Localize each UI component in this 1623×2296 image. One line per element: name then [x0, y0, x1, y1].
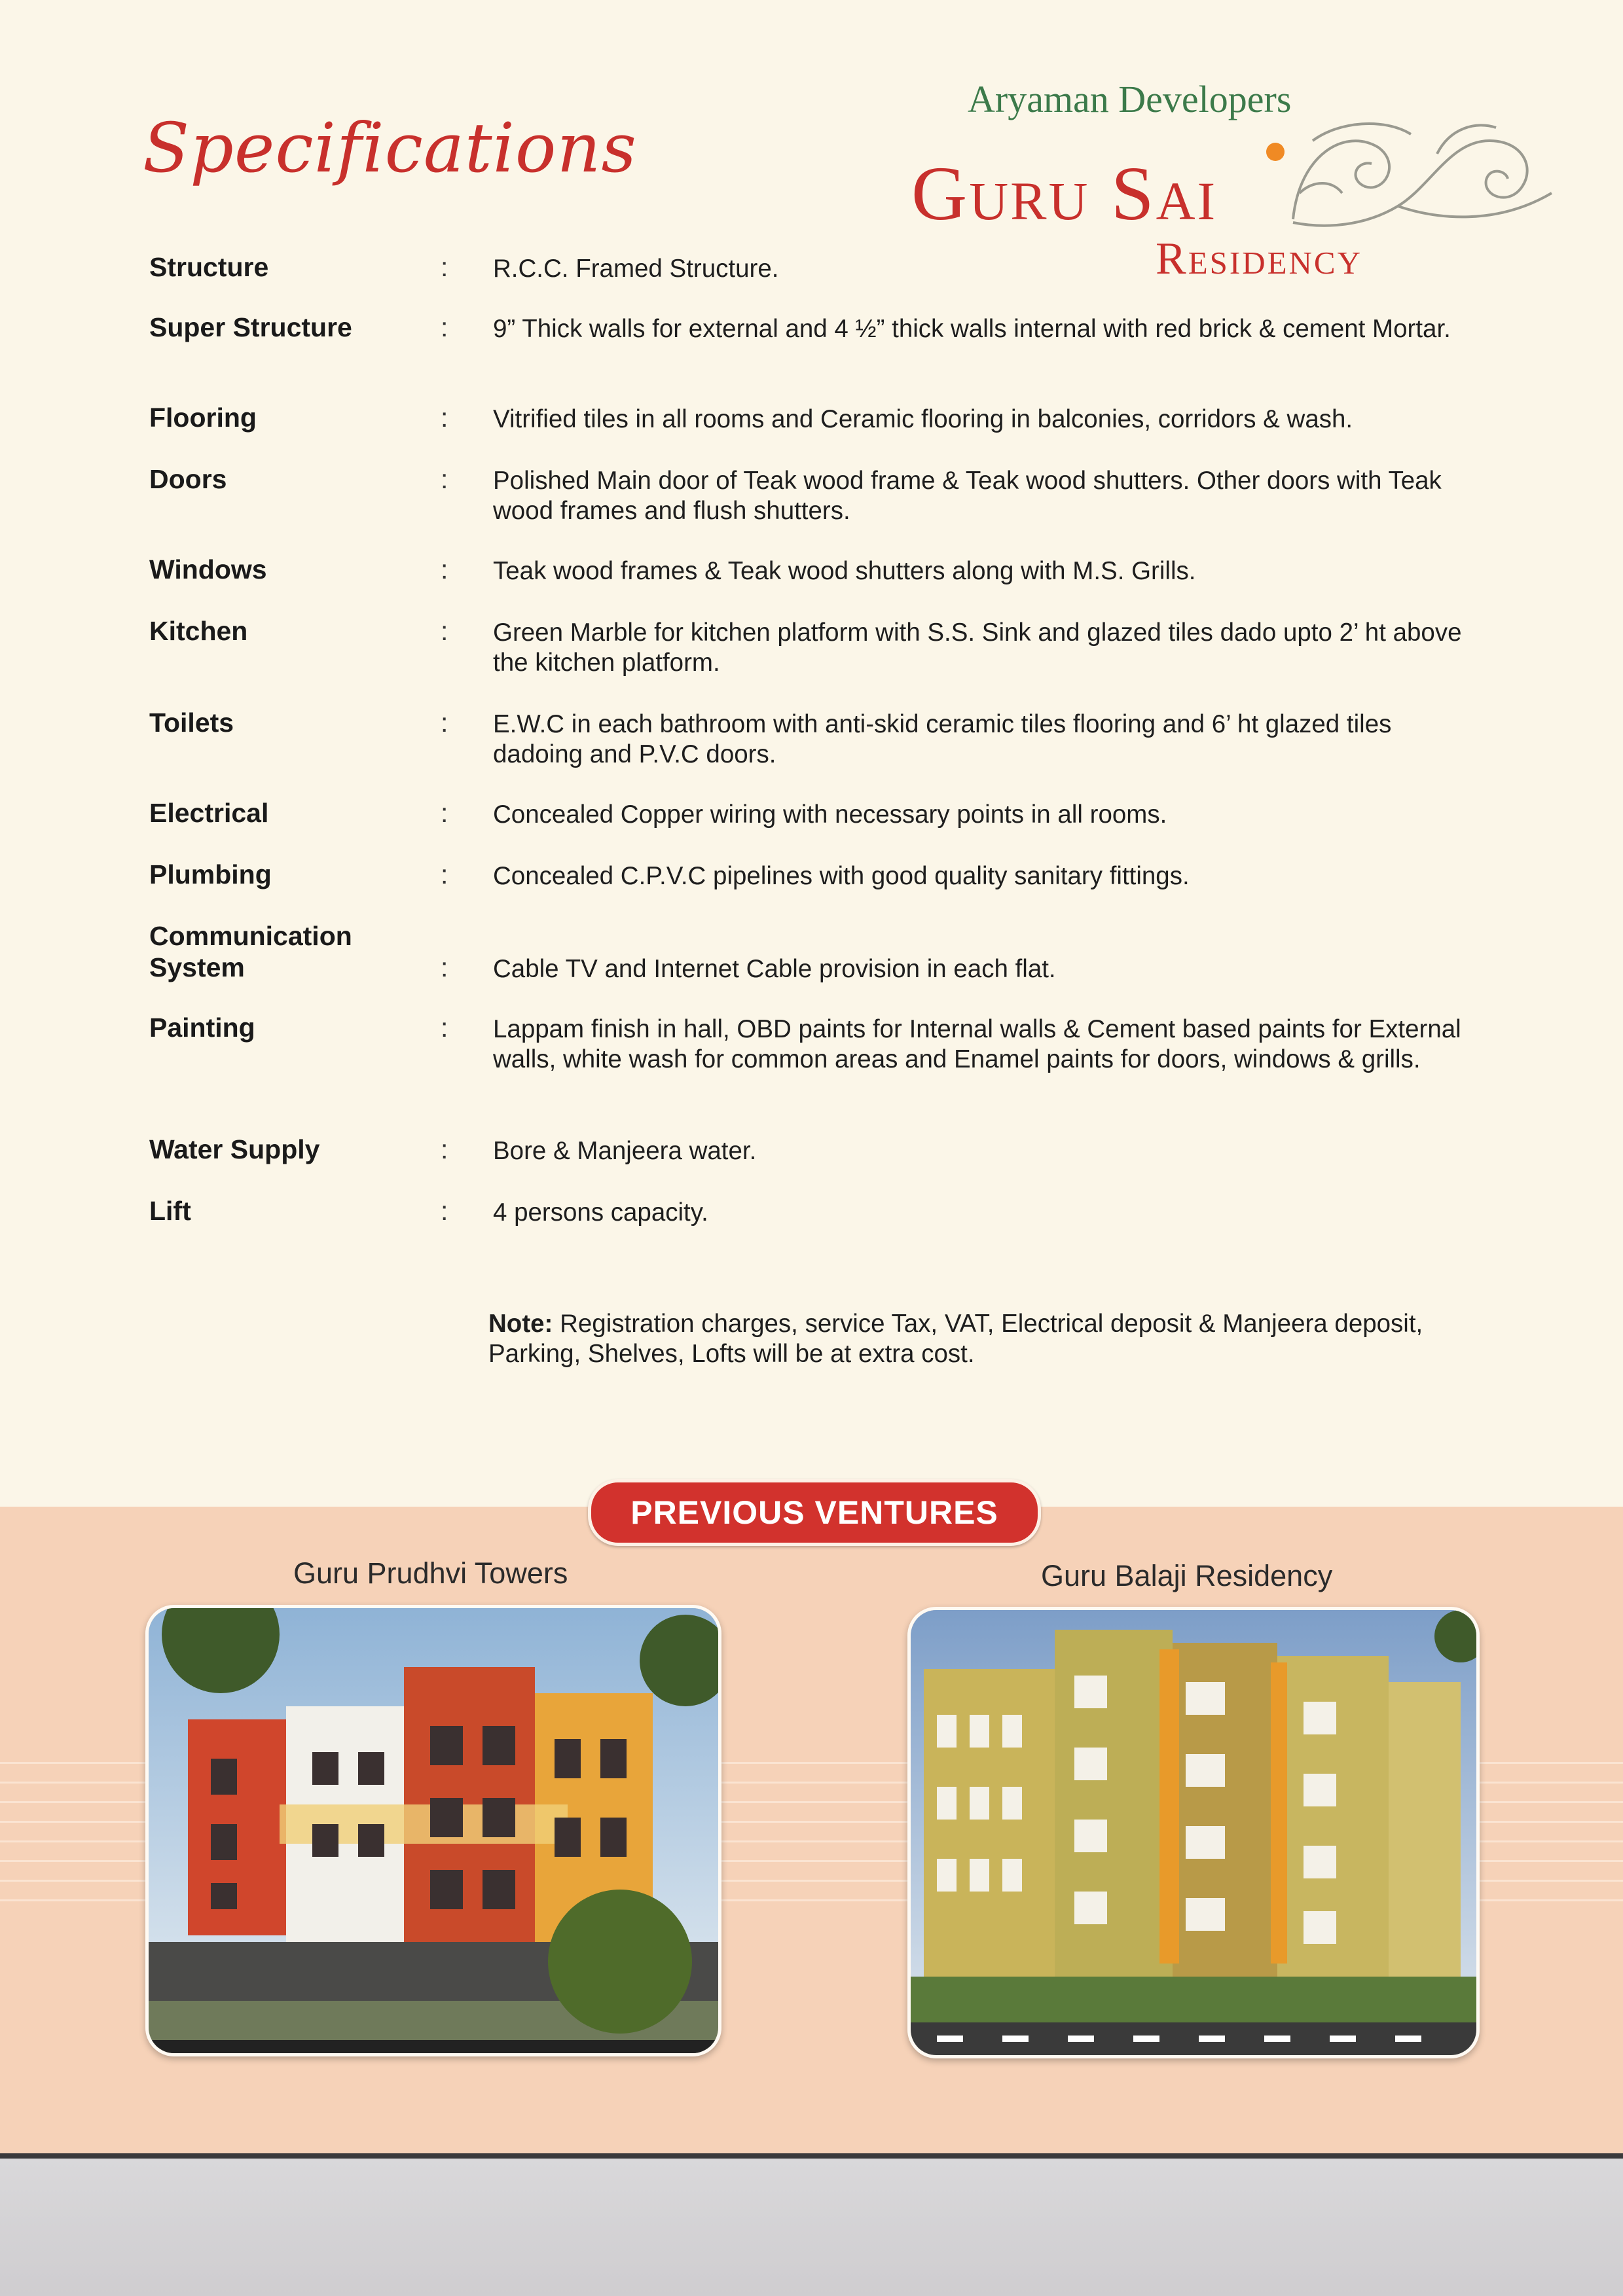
- spec-value: Cable TV and Internet Cable provision in each flat.: [493, 955, 1056, 983]
- spec-colon: :: [441, 1134, 448, 1164]
- venture-photo-balaji-residency: [907, 1607, 1480, 2058]
- spec-colon: :: [441, 708, 448, 738]
- spec-value: Bore & Manjeera water.: [493, 1137, 757, 1165]
- note-body: Registration charges, service Tax, VAT, Electrical deposit & Manjeera deposit, Parking, Shelves, Lofts will be at extra cost.: [488, 1310, 1423, 1368]
- note-label: Note:: [488, 1310, 553, 1338]
- spec-colon: :: [441, 403, 448, 433]
- developer-name: Aryaman Developers: [968, 78, 1292, 120]
- spec-label: Lift: [149, 1196, 191, 1226]
- spec-label: Kitchen: [149, 616, 248, 646]
- project-name: Guru Sai: [911, 151, 1218, 236]
- spec-value: Vitrified tiles in all rooms and Ceramic flooring in balconies, corridors & wash.: [493, 405, 1353, 433]
- spec-label: Water Supply: [149, 1134, 320, 1164]
- venture-caption-prudhvi: Guru Prudhvi Towers: [293, 1556, 568, 1590]
- spec-label: Plumbing: [149, 859, 272, 889]
- spec-colon: :: [441, 464, 448, 494]
- brand-dot: [1266, 143, 1285, 161]
- spec-colon: :: [441, 616, 448, 646]
- spec-value: Concealed C.P.V.C pipelines with good quality sanitary fittings.: [493, 862, 1190, 890]
- spec-label: Toilets: [149, 708, 234, 738]
- spec-label: Communication System: [149, 921, 352, 982]
- spec-colon: :: [441, 859, 448, 889]
- spec-label: Electrical: [149, 798, 269, 828]
- project-subtitle: Residency: [1156, 234, 1362, 284]
- spec-label: Painting: [149, 1013, 255, 1043]
- spec-label: Windows: [149, 554, 267, 584]
- venture-photo-prudhvi-towers: [145, 1605, 721, 2056]
- spec-value: 4 persons capacity.: [493, 1198, 708, 1227]
- spec-label: Super Structure: [149, 312, 352, 342]
- spec-colon: :: [441, 312, 448, 342]
- note-text: [488, 1309, 1470, 1369]
- spec-label: Doors: [149, 464, 227, 494]
- spec-colon: :: [441, 1196, 448, 1226]
- spec-colon: :: [441, 952, 448, 982]
- spec-value: 9” Thick walls for external and 4 ½” thick walls internal with red brick & cement Mortar.: [493, 315, 1451, 343]
- specifications-heading: Specifications: [143, 108, 637, 188]
- spec-value: Green Marble for kitchen platform with S.S. Sink and glazed tiles dado upto 2’ ht above the kitchen platform.: [493, 619, 1462, 677]
- spec-label: Structure: [149, 252, 269, 282]
- ornament-swirl-logo: [1286, 115, 1555, 239]
- spec-value: Concealed Copper wiring with necessary points in all rooms.: [493, 800, 1167, 829]
- spec-value: Lappam finish in hall, OBD paints for Internal walls & Cement based paints for External walls, white wash for common areas and Enamel paints for doors, windows & grills.: [493, 1015, 1461, 1073]
- spec-colon: :: [441, 798, 448, 828]
- spec-value: E.W.C in each bathroom with anti-skid ceramic tiles flooring and 6’ ht glazed tiles dadoing and P.V.C doors.: [493, 710, 1392, 768]
- spec-colon: :: [441, 554, 448, 584]
- venture-caption-balaji: Guru Balaji Residency: [1041, 1559, 1333, 1592]
- previous-ventures-heading: PREVIOUS VENTURES: [588, 1479, 1041, 1546]
- spec-value: R.C.C. Framed Structure.: [493, 255, 779, 283]
- scan-background: [0, 2153, 1623, 2296]
- spec-colon: :: [441, 1013, 448, 1043]
- spec-value: Polished Main door of Teak wood frame & Teak wood shutters. Other doors with Teak wood frames and flush shutters.: [493, 467, 1442, 525]
- spec-colon: :: [441, 252, 448, 282]
- spec-value: Teak wood frames & Teak wood shutters along with M.S. Grills.: [493, 557, 1196, 585]
- spec-label: Flooring: [149, 403, 257, 433]
